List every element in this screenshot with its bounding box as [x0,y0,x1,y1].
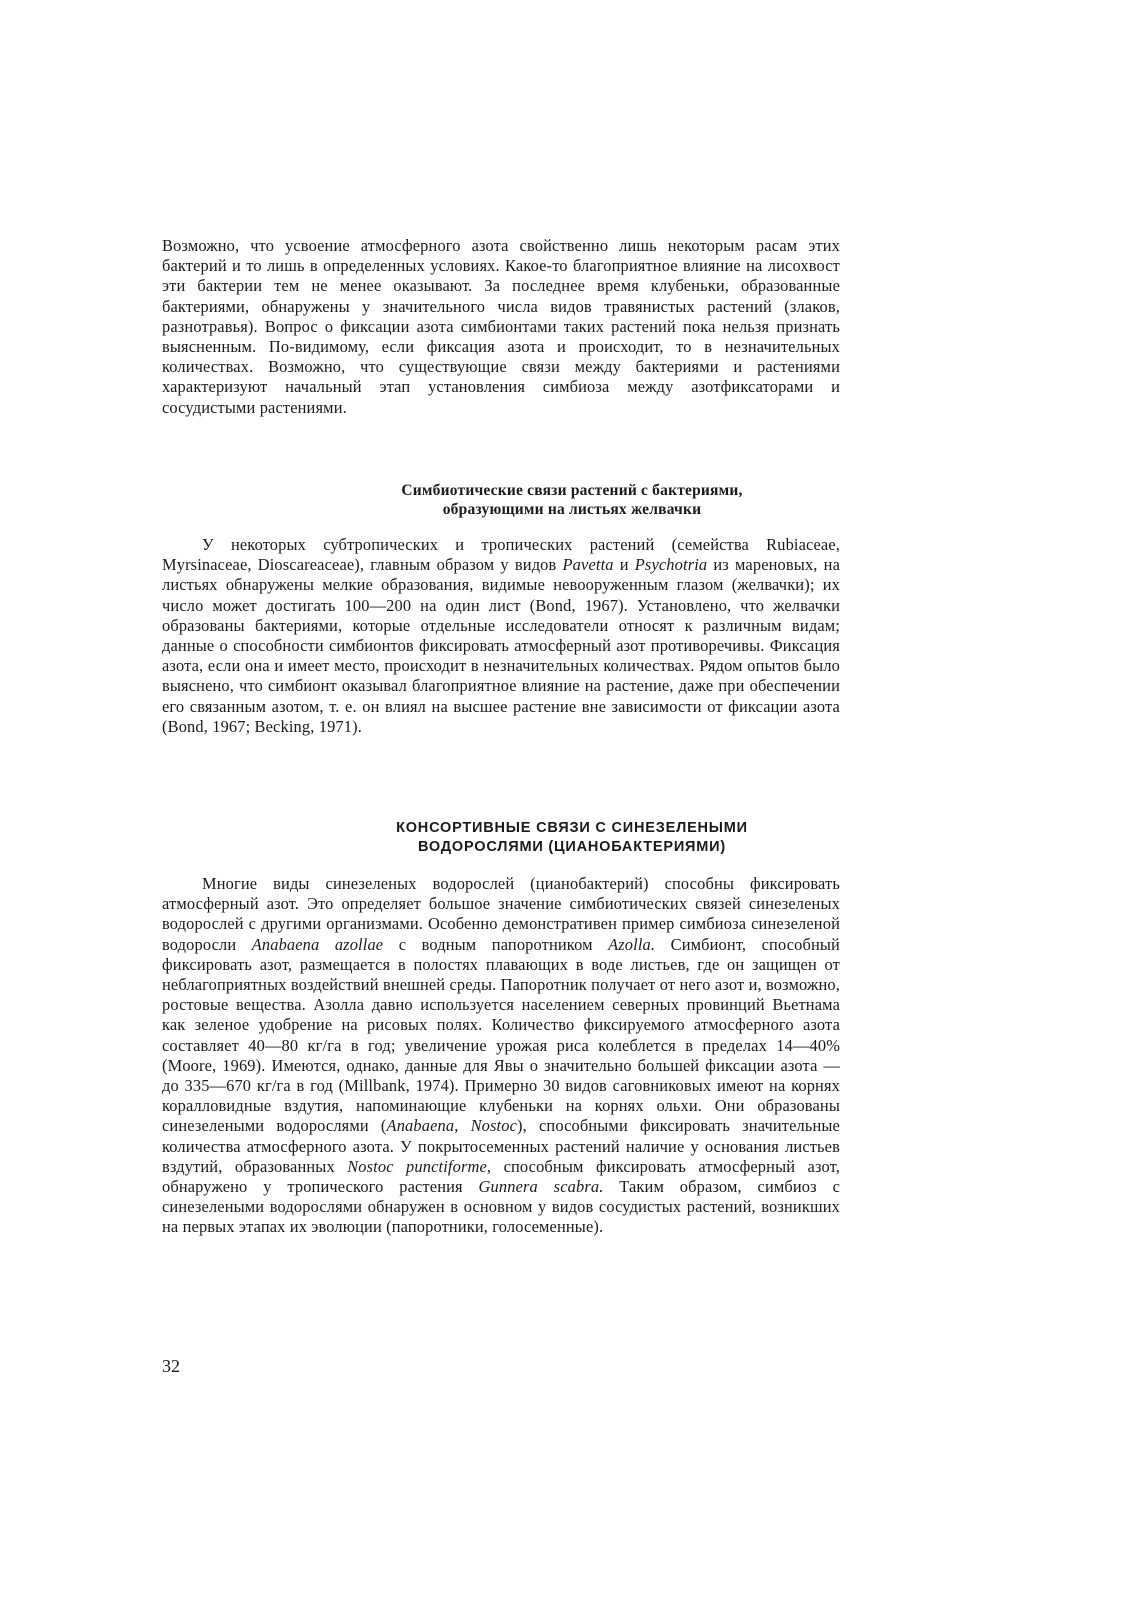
text-run: ), способными фиксировать значительные количества атмосферного азота. У покрытосеменных растений наличие у основания листьев вздутий, образованных [162,1116,840,1176]
heading-line-2: ВОДОРОСЛЯМИ (ЦИАНОБАКТЕРИЯМИ) [418,839,726,855]
text-run: и [613,555,635,575]
heading-line-1: Симбиотические связи растений с бактериями, [401,482,743,499]
italic-genus-pavetta: Pavetta [562,555,614,575]
italic-species-nostoc-punctiforme: Nostoc punctiforme, [347,1156,492,1176]
italic-species-anabaena-azollae: Anabaena azollae [251,934,384,954]
paragraph-intro: Возможно, что усвоение атмосферного азота свойственно лишь некоторым расам этих бактерий и то лишь в определенных условиях. Какое-то благоприятное влияние на лисохвост эти бактерии тем не менее оказывают. За последнее время клубеньки, образованные бактериями, обнаружены у значительного числа видов травянистых растений (злаков, разнотравья). Вопрос о фиксации азота симбионтами таких растений пока нельзя признать выясненным. По-видимому, если фиксация азота и происходит, то в незначительных количествах. Возможно, что существующие связи между бактериями и растениями характеризуют начальный этап установления симбиоза между азотфиксаторами и сосудистыми растениями. [162,236,840,417]
paragraph-cyanobacteria [162,874,840,1238]
section-heading-leaf-nodules [312,481,832,519]
page-body [162,232,840,1412]
text-run: У некоторых субтропических и тропических растений (семейства Rubiaceae, Myrsinaceae, Dioscareaceae), главным образом у видов [162,535,840,575]
text-run: из мареновых, на листьях обнаружены мелкие образования, видимые невооруженным глазом (желвачки); их число может достигать 100—200 на один лист (Bond, 1967). Установлено, что желвачки образованы бактериями, которые отдельные исследователи относят к различным видам; данные о способности симбионтов фиксировать атмосферный азот противоречивы. Фиксация азота, если она и имеет место, происходит в незначительных количествах. Рядом опытов было выяснено, что симбионт оказывал благоприятное влияние на растение, даже при обеспечении его связанным азотом, т. е. он влиял на высшее растение вне зависимости от фиксации азота (Bond, 1967; Becking, 1971). [162,555,840,736]
section-heading-cyanobacteria [312,819,832,857]
italic-genus-psychotria: Psychotria [634,555,708,575]
heading-line-1: КОНСОРТИВНЫЕ СВЯЗИ С СИНЕЗЕЛЕНЫМИ [396,820,748,836]
text-run: Многие виды синезеленых водорослей (цианобактерий) способны фиксировать атмосферный азот. Это определяет большое значение симбиотических связей синезеленых водорослей с другими организмами. Особенно демонстративен пример симбиоза синезеленой водоросли [162,874,840,954]
page-number: 32 [162,1356,180,1376]
heading-line-2: образующими на листьях желвачки [442,501,702,518]
italic-genera-anabaena-nostoc: Anabaena, Nostoc [386,1116,518,1136]
italic-species-gunnera-scabra: Gunnera scabra. [478,1177,604,1197]
text-run: Симбионт, способный фиксировать азот, размещается в полостях плавающих в воде листьев, где он защищен от неблагоприятных воздействий внешней среды. Папоротник получает от него азот и, возможно, ростовые вещества. Азолла давно используется населением северных провинций Вьетнама как зеленое удобрение на рисовых полях. Количество фиксируемого атмосферного азота составляет 40—80 кг/га в год; увеличение урожая риса колеблется в пределах 14—40% (Moore, 1969). Имеются, однако, данные для Явы о значительно большей фиксации азота — до 335—670 кг/га в год (Millbank, 1974). Примерно 30 видов саговниковых имеют на корнях коралловидные вздутия, напоминающие клубеньки на корнях ольхи. Они образованы синезелеными водорослями ( [162,934,840,1136]
paragraph-leaf-nodules [162,535,840,737]
text-run: Таким образом, симбиоз с синезелеными водорослями обнаружен в основном у видов сосудистых растений, возникших на первых этапах их эволюции (папоротники, голосеменные). [162,1177,840,1237]
text-run: с водным папоротником [383,934,609,954]
text-run: способным фиксировать атмосферный азот, обнаружено у тропического растения [162,1156,840,1197]
italic-genus-azolla: Azolla. [608,934,656,954]
